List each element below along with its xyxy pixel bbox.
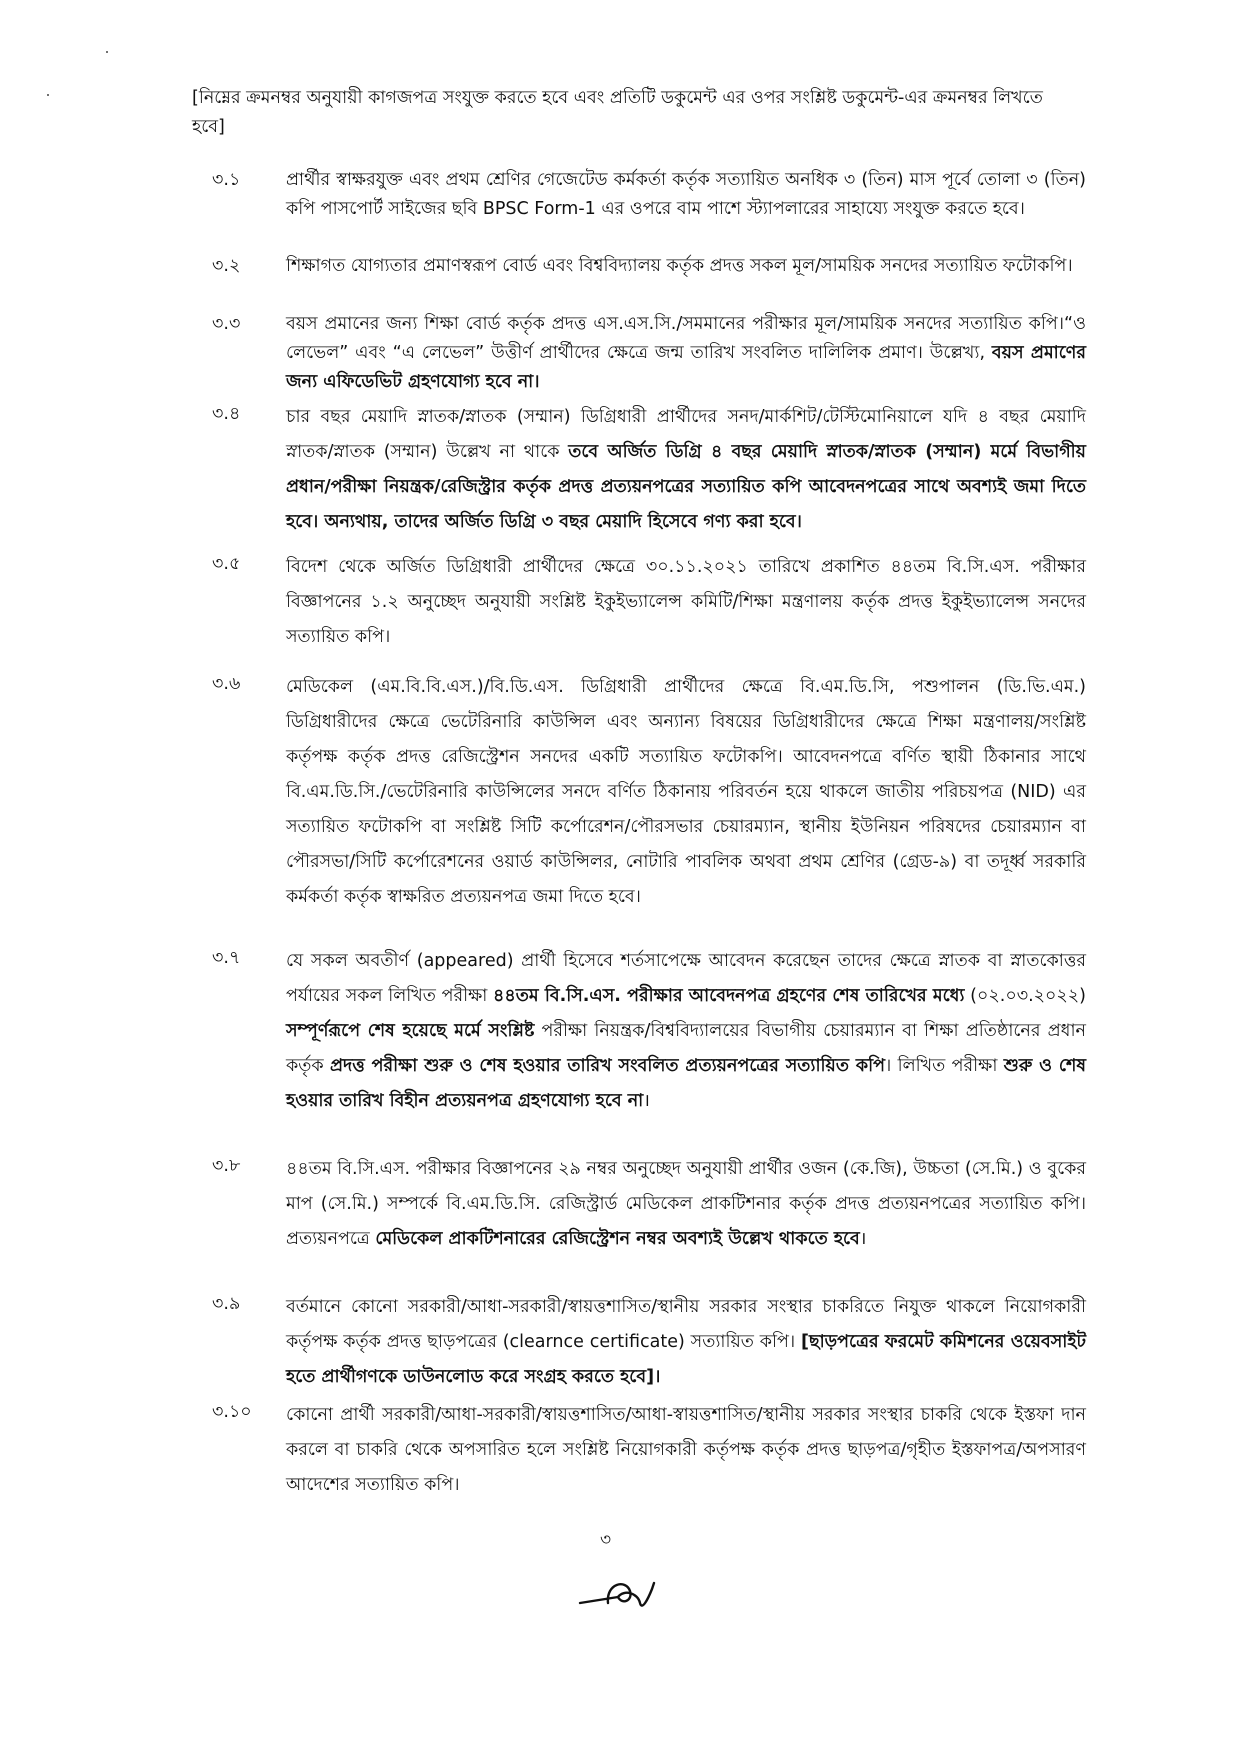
item-text: মেডিকেল (এম.বি.বি.এস.)/বি.ডি.এস. ডিগ্রিধারী প্রার্থীদের ক্ষেত্রে বি.এম.ডি.সি, পশুপালন (ডি.ভি.এম.) ডিগ্রিধারীদের ক্ষেত্রে ভেটেরিনারি কাউন্সিল এবং অন্যান্য বিষয়ের ডিগ্রিধারীদের ক্ষেত্রে শিক্ষা মন্ত্রণালয়/সংশ্লিষ্ট কর্তৃপক্ষ কর্তৃক প্রদত্ত রেজিস্ট্রেশন সনদের একটি সত্যায়িত ফটোকপি। আবেদনপত্রে বর্ণিত স্থায়ী ঠিকানার সাথে বি.এম.ডি.সি./ভেটেরিনারি কাউন্সিলের সনদে বর্ণিত ঠিকানায় পরিবর্তন হয়ে থাকলে জাতীয় পরিচয়পত্র (NID) এর সত্যায়িত ফটোকপি বা সংশ্লিষ্ট সিটি কর্পোরেশন/পৌরসভার চেয়ারম্যান, স্থানীয় ইউনিয়ন পরিষদের চেয়ারম্যান বা পৌরসভা/সিটি কর্পোরেশনের ওয়ার্ড কাউন্সিলর, নোটারি পাবলিক অথবা প্রথম শ্রেণির (গ্রেড-৯) বা তদূর্ধ্ব সরকারি কর্মকর্তা কর্তৃক স্বাক্ষরিত প্রত্যয়নপত্র জমা দিতে হবে।: [286, 677, 1086, 907]
item-text: বয়স প্রমানের জন্য শিক্ষা বোর্ড কর্তৃক প্রদত্ত এস.এস.সি./সমমানের পরীক্ষার মূল/সাময়িক সনদের সত্যায়িত কপি।“ও লেভেল” এবং “এ লেভেল” উত্তীর্ণ প্রার্থীদের ক্ষেত্রে জন্ম তারিখ সংবলিত দালিলিক প্রমাণ। উল্লেখ্য, বয়স প্রমাণের জন্য এফিডেভিট গ্রহণযোগ্য হবে না।: [286, 314, 1086, 392]
bold-note: [ছাড়পত্রের ফরমেট কমিশনের ওয়েবসাইট হতে প্রার্থীগণকে ডাউনলোড করে সংগ্রহ করতে হবে]।: [286, 1332, 1086, 1387]
bold-note: মেডিকেল প্রাকটিশনারের রেজিস্ট্রেশন নম্বর অবশ্যই উল্লেখ থাকতে হবে: [375, 1229, 860, 1249]
item-number: ৩.১০: [212, 1402, 252, 1422]
page-number: ৩: [600, 1530, 612, 1550]
bold-note: বয়স প্রমাণের জন্য এফিডেভিট গ্রহণযোগ্য হবে না।: [286, 343, 1086, 392]
item-number: ৩.২: [212, 256, 241, 276]
item-number: ৩.৫: [212, 554, 241, 574]
item-number: ৩.৪: [212, 404, 241, 424]
item-text: বিদেশ থেকে অর্জিত ডিগ্রিধারী প্রার্থীদের ক্ষেত্রে ৩০.১১.২০২১ তারিখে প্রকাশিত ৪৪তম বি.সি.এস. পরীক্ষার বিজ্ঞাপনের ১.২ অনুচ্ছেদ অনুযায়ী সংশ্লিষ্ট ইকুইভ্যালেন্স কমিটি/শিক্ষা মন্ত্রণালয় কর্তৃক প্রদত্ত ইকুইভ্যালেন্স সনদের সত্যায়িত কপি।: [286, 557, 1086, 647]
item-text: ৪৪তম বি.সি.এস. পরীক্ষার বিজ্ঞাপনের ২৯ নম্বর অনুচ্ছেদ অনুযায়ী প্রার্থীর ওজন (কে.জি), উচ্চতা (সে.মি.) ও বুকের মাপ (সে.মি.) সম্পর্কে বি.এম.ডি.সি. রেজিস্ট্রার্ড মেডিকেল প্রাকটিশনার কর্তৃক প্রদত্ত প্রত্যয়নপত্রের সত্যায়িত কপি। প্রত্যয়নপত্রে মেডিকেল প্রাকটিশনারের রেজিস্ট্রেশন নম্বর অবশ্যই উল্লেখ থাকতে হবে।: [286, 1159, 1086, 1249]
item-number: ৩.৯: [212, 1294, 241, 1314]
item-text: যে সকল অবতীর্ণ (appeared) প্রার্থী হিসেবে শর্তসাপেক্ষে আবেদন করেছেন তাদের ক্ষেত্রে স্নাতক বা স্নাতকোত্তর পর্যায়ের সকল লিখিত পরীক্ষা ৪৪তম বি.সি.এস. পরীক্ষার আবেদনপত্র গ্রহণের শেষ তারিখের মধ্যে (০২.০৩.২০২২) সম্পূর্ণরূপে শেষ হয়েছে মর্মে সংশ্লিষ্ট পরীক্ষা নিয়ন্ত্রক/বিশ্ববিদ্যালয়ের বিভাগীয় চেয়ারম্যান বা শিক্ষা প্রতিষ্ঠানের প্রধান কর্তৃক প্রদত্ত পরীক্ষা শুরু ও শেষ হওয়ার তারিখ সংবলিত প্রত্যয়নপত্রের সত্যায়িত কপি। লিখিত পরীক্ষা শুরু ও শেষ হওয়ার তারিখ বিহীন প্রত্যয়নপত্র গ্রহণযোগ্য হবে না।: [286, 951, 1087, 1111]
item-number: ৩.১: [212, 170, 241, 190]
initial-signature: [578, 1573, 668, 1621]
item-text: বর্তমানে কোনো সরকারী/আধা-সরকারী/স্বায়ত্তশাসিত/স্থানীয় সরকার সংস্থার চাকরিতে নিযুক্ত থাকলে নিয়োগকারী কর্তৃপক্ষ কর্তৃক প্রদত্ত ছাড়পত্রের (clearnce certificate) সত্যায়িত কপি। [ছাড়পত্রের ফরমেট কমিশনের ওয়েবসাইট হতে প্রার্থীগণকে ডাউনলোড করে সংগ্রহ করতে হবে]।: [286, 1297, 1086, 1387]
item-number: ৩.৬: [212, 674, 241, 694]
item-text: চার বছর মেয়াদি স্নাতক/স্নাতক (সম্মান) ডিগ্রিধারী প্রার্থীদের সনদ/মার্কশিট/টেস্টিমোনিয়ালে যদি ৪ বছর মেয়াদি স্নাতক/স্নাতক (সম্মান) উল্লেখ না থাকে তবে অর্জিত ডিগ্রি ৪ বছর মেয়াদি স্নাতক/স্নাতক (সম্মান) মর্মে বিভাগীয় প্রধান/পরীক্ষা নিয়ন্ত্রক/রেজিস্ট্রার কর্তৃক প্রদত্ত প্রত্যয়নপত্রের সত্যায়িত কপি আবেদনপত্রের সাথে অবশ্যই জমা দিতে হবে। অন্যথায়, তাদের অর্জিত ডিগ্রি ৩ বছর মেয়াদি হিসেবে গণ্য করা হবে।: [286, 407, 1086, 532]
bold-note: তবে অর্জিত ডিগ্রি ৪ বছর মেয়াদি স্নাতক/স্নাতক (সম্মান) মর্মে বিভাগীয় প্রধান/পরীক্ষা নিয়ন্ত্রক/রেজিস্ট্রার কর্তৃক প্রদত্ত প্রত্যয়নপত্রের সত্যায়িত কপি আবেদনপত্রের সাথে অবশ্যই জমা দিতে হবে। অন্যথায়, তাদের অর্জিত ডিগ্রি ৩ বছর মেয়াদি হিসেবে গণ্য করা হবে।: [286, 442, 1086, 532]
intro-instruction: [নিম্নের ক্রমনম্বর অনুযায়ী কাগজপত্র সংযুক্ত করতে হবে এবং প্রতিটি ডকুমেন্ট এর ওপর সংশ্লিষ্ট ডকুমেন্ট-এর ক্রমনম্বর লিখতে হবে]: [192, 88, 1043, 137]
item-text: কোনো প্রার্থী সরকারী/আধা-সরকারী/স্বায়ত্তশাসিত/আধা-স্বায়ত্তশাসিত/স্থানীয় সরকার সংস্থার চাকরি থেকে ইস্তফা দান করলে বা চাকরি থেকে অপসারিত হলে সংশ্লিষ্ট নিয়োগকারী কর্তৃপক্ষ কর্তৃক প্রদত্ত ছাড়পত্র/গৃহীত ইস্তফাপত্র/অপসারণ আদেশের সত্যায়িত কপি।: [286, 1405, 1086, 1495]
item-number: ৩.৭: [212, 948, 241, 968]
item-number: ৩.৩: [212, 314, 241, 334]
item-text: শিক্ষাগত যোগ্যতার প্রমাণস্বরূপ বোর্ড এবং বিশ্ববিদ্যালয় কর্তৃক প্রদত্ত সকল মূল/সাময়িক সনদের সত্যায়িত ফটোকপি।: [286, 256, 1073, 276]
scan-speck: [106, 51, 108, 53]
scan-speck: [47, 94, 49, 96]
item-text: প্রার্থীর স্বাক্ষরযুক্ত এবং প্রথম শ্রেণির গেজেটেড কর্মকর্তা কর্তৃক সত্যায়িত অনধিক ৩ (তিন) মাস পূর্বে তোলা ৩ (তিন) কপি পাসপোর্ট সাইজের ছবি BPSC Form-1 এর ওপরে বাম পাশে স্ট্যাপলারের সাহায্যে সংযুক্ত করতে হবে।: [286, 170, 1086, 219]
item-number: ৩.৮: [212, 1156, 241, 1176]
